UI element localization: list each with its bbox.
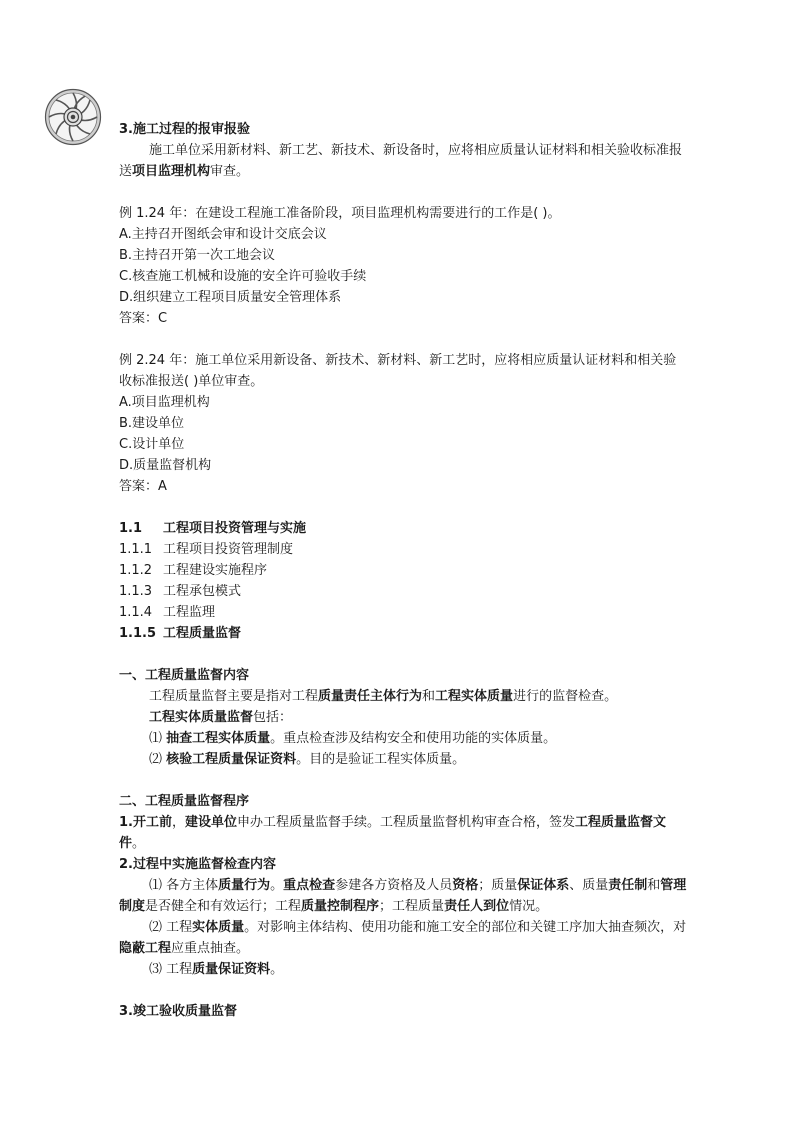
part-1-intro: 工程质量监督主要是指对工程质量责任主体行为和工程实体质量进行的监督检查。 bbox=[149, 689, 618, 704]
part-2-item-3: ⑶ 工程质量保证资料。 bbox=[149, 962, 284, 977]
part-1-item-2: ⑵ 核验工程质量保证资料。目的是验证工程实体质量。 bbox=[149, 752, 466, 767]
part-2-title: 二、工程质量监督程序 bbox=[119, 794, 250, 809]
part-1-title: 一、工程质量监督内容 bbox=[119, 668, 250, 683]
section-3-title: 3.施工过程的报审报验 bbox=[119, 122, 250, 137]
example-2-option-d: D.质量监督机构 bbox=[119, 458, 212, 473]
outline-item: 1.1.1 工程项目投资管理制度 bbox=[119, 542, 294, 557]
example-2-option-c: C.设计单位 bbox=[119, 437, 185, 452]
seal-logo bbox=[44, 88, 102, 146]
part-2-p2-title: 2.过程中实施监督检查内容 bbox=[119, 857, 276, 872]
part-2-item-2: ⑵ 工程实体质量。对影响主体结构、使用功能和施工安全的部位和关键工序加大抽查频次，对隐蔽工程应重点抽查。 bbox=[119, 920, 687, 956]
outline-heading: 1.1 工程项目投资管理与实施 bbox=[119, 521, 307, 536]
part-2-item-1: ⑴ 各方主体质量行为。重点检查参建各方资格及人员资格；质量保证体系、质量责任制和管理制度是否健全和有效运行；工程质量控制程序；工程质量责任人到位情况。 bbox=[119, 878, 687, 914]
part-1-sub: 工程实体质量监督包括： bbox=[149, 710, 293, 725]
part-2-p1: 1.开工前，建设单位申办工程质量监督手续。工程质量监督机构审查合格，签发工程质量监督文件。 bbox=[119, 815, 667, 851]
example-1-answer: 答案：C bbox=[119, 311, 168, 326]
outline-item: 1.1.3 工程承包模式 bbox=[119, 584, 242, 599]
section-3-body: 施工单位采用新材料、新工艺、新技术、新设备时，应将相应质量认证材料和相关验收标准报送项目监理机构审查。 bbox=[119, 143, 683, 179]
example-1-option-c: C.核查施工机械和设施的安全许可验收手续 bbox=[119, 269, 367, 284]
outline-item: 1.1.2 工程建设实施程序 bbox=[119, 563, 268, 578]
outline-item-current: 1.1.5 工程质量监督 bbox=[119, 626, 242, 641]
example-2-question: 例 2.24 年：施工单位采用新设备、新技术、新材料、新工艺时，应将相应质量认证材料和相关验收标准报送( )单位审查。 bbox=[119, 353, 677, 389]
example-1-option-a: A.主持召开图纸会审和设计交底会议 bbox=[119, 227, 327, 242]
example-1-question: 例 1.24 年：在建设工程施工准备阶段，项目监理机构需要进行的工作是( )。 bbox=[119, 206, 561, 221]
example-1-option-d: D.组织建立工程项目质量安全管理体系 bbox=[119, 290, 342, 305]
part-3-title: 3.竣工验收质量监督 bbox=[119, 1004, 237, 1019]
outline-item: 1.1.4 工程监理 bbox=[119, 605, 216, 620]
part-1-item-1: ⑴ 抽查工程实体质量。重点检查涉及结构安全和使用功能的实体质量。 bbox=[149, 731, 557, 746]
example-2-option-a: A.项目监理机构 bbox=[119, 395, 210, 410]
document-body bbox=[119, 119, 689, 1022]
example-2-option-b: B.建设单位 bbox=[119, 416, 185, 431]
example-2-answer: 答案：A bbox=[119, 479, 167, 494]
example-1-option-b: B.主持召开第一次工地会议 bbox=[119, 248, 276, 263]
